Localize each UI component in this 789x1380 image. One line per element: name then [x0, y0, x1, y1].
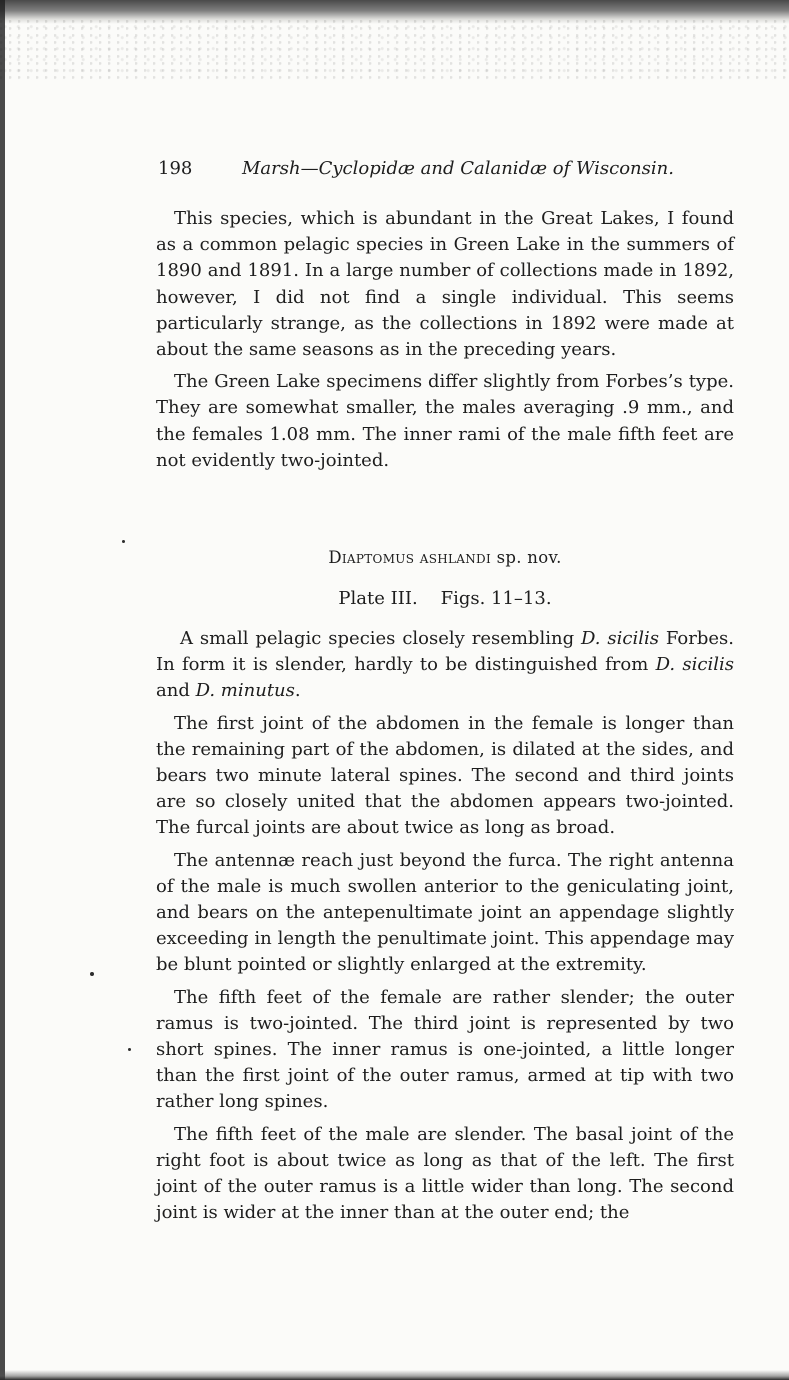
scan-artifact-dot	[128, 1048, 131, 1051]
paragraph: The antennæ reach just beyond the furca. The right antenna of the male is much swollen anterior to the geniculating joint, and bears on the antepenultimate joint an appendage slightly exceeding in length the penultimate joint. This appendage may be blunt pointed or slightly enlarged at the extremity.	[156, 849, 734, 976]
paragraph: The fifth feet of the male are slender. The basal joint of the right foot is about twice as long as that of the left. The first joint of the outer ramus is a little wider than long. The second joint is wider at the inner than at the outer end; the	[156, 1123, 734, 1224]
section-title	[156, 548, 734, 567]
figs-label: Figs. 11–13.	[440, 588, 552, 609]
text-run: and	[156, 680, 196, 702]
scan-speckle	[0, 20, 789, 80]
plate-label: Plate III.	[338, 588, 418, 609]
running-head: Marsh—Cyclopidæ and Calanidæ of Wisconsin.	[242, 158, 674, 179]
text-run: Forbes. In form it is slender, hardly to be distinguished from	[156, 628, 734, 676]
paragraph: The first joint of the abdomen in the female is longer than the remaining part of the abdomen, is dilated at the sides, and bears two minute lateral spines. The second and third joints are so closely united that the abdomen appears two-jointed. The furcal joints are about twice as long as broad.	[156, 712, 734, 839]
plate-reference	[156, 588, 734, 609]
scan-bottom-edge	[0, 1370, 789, 1380]
species-reference: D. sicilis	[581, 628, 659, 649]
paragraph	[156, 626, 734, 705]
scan-left-edge	[0, 0, 5, 1380]
paragraph: The Green Lake specimens differ slightly from Forbes’s type. They are somewhat smaller, the males averaging .9 mm., and the females 1.08 mm. The inner rami of the male fifth feet are not evidently two-jointed.	[156, 371, 734, 471]
scan-artifact-dot	[90, 972, 94, 976]
text-run: .	[294, 680, 301, 702]
paragraph: The fifth feet of the female are rather slender; the outer ramus is two-jointed. The third joint is represented by two short spines. The inner ramus is one-jointed, a little longer than the first joint of the outer ramus, armed at tip with two rather long spines.	[156, 986, 734, 1113]
scan-artifact-dot	[122, 540, 125, 543]
paragraph: This species, which is abundant in the Great Lakes, I found as a common pelagic species in Green Lake in the summers of 1890 and 1891. In a large number of collections made in 1892, however, I did not find a single individual. This seems particularly strange, as the collections in 1892 were made at about the same seasons as in the preceding years.	[156, 208, 734, 361]
species-name: Diaptomus ashlandi	[328, 548, 492, 567]
species-suffix: sp. nov.	[496, 548, 562, 567]
page-header	[158, 158, 674, 188]
page-number: 198	[158, 158, 193, 179]
intro-text	[156, 206, 734, 474]
species-description	[156, 626, 734, 1226]
text-run: A small pelagic species closely resembling	[180, 628, 581, 649]
species-reference: D. minutus	[195, 680, 295, 702]
species-reference: D. sicilis	[655, 654, 734, 676]
